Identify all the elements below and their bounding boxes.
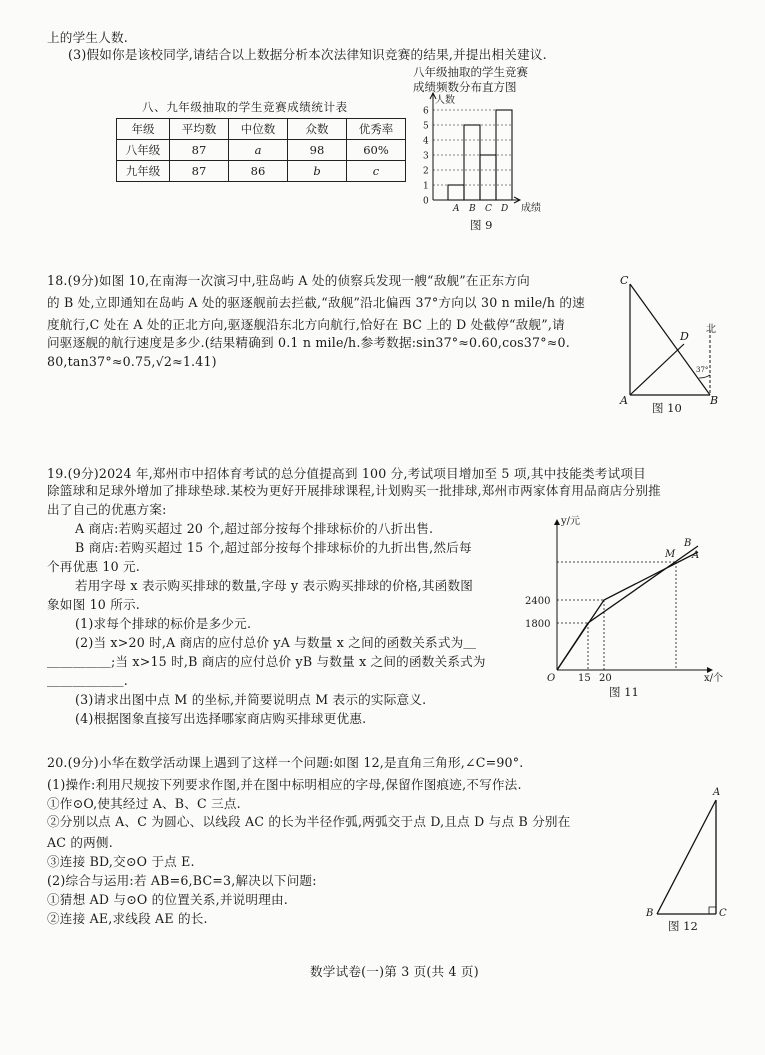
- table-cell: 86: [229, 161, 288, 182]
- q19-line: (1)求每个排球的标价是多少元.: [75, 616, 252, 631]
- y-tick-label: 5: [423, 121, 429, 132]
- y-axis-label: y/元: [561, 516, 581, 527]
- label-a: A: [692, 550, 700, 561]
- segment-ab: [657, 800, 716, 914]
- q19-line: ＿＿＿＿＿＿.: [47, 673, 128, 688]
- q19-line: ＿＿＿＿＿;当 x>15 时,B 商店的应付总价 yB 与数量 x 之间的函数关系式为: [47, 654, 486, 669]
- q18-line: 80,tan37°≈0.75,√2≈1.41): [47, 354, 217, 369]
- x-axis-label: 成绩: [521, 203, 541, 214]
- table-header-cell: 平均数: [170, 119, 229, 140]
- y-tick-label: 1: [423, 181, 429, 192]
- q20-line: ②分别以点 A、C 为圆心、以线段 AC 的长为半径作弧,两弧交于点 D,且点 D 与点 B 分别在: [47, 814, 571, 829]
- x-tick-label: B: [469, 204, 476, 214]
- q19-line: B 商店:若购买超过 15 个,超过部分按每个排球标价的九折出售,然后每: [75, 540, 472, 555]
- q19-line: (4)根据图象直接写出选择哪家商店购买排球更优惠.: [75, 711, 367, 726]
- right-angle-mark: [709, 907, 716, 914]
- label-d: D: [680, 330, 689, 343]
- q19-line: (3)请求出图中点 M 的坐标,并简要说明点 M 表示的实际意义.: [75, 692, 427, 707]
- table-cell: b: [288, 161, 347, 182]
- chart-title-line1: 八年级抽取的学生竞赛: [413, 65, 528, 79]
- q19-line: 出了自己的优惠方案:: [47, 502, 167, 517]
- angle-label: 37°: [696, 366, 709, 374]
- stats-table: [116, 118, 406, 182]
- label-a: A: [620, 394, 628, 407]
- q19-line: 象如图 10 所示.: [47, 597, 141, 612]
- segment-cb: [630, 284, 710, 395]
- x-tick-15: 15: [578, 673, 591, 684]
- y-axis-label: 人数: [435, 95, 455, 106]
- line-a: [557, 552, 698, 670]
- label-c: C: [620, 274, 629, 287]
- x-axis-label: x/个: [704, 673, 724, 684]
- origin-label: O: [547, 673, 556, 684]
- label-a: A: [713, 787, 721, 798]
- fig11-caption: 图 11: [609, 685, 639, 699]
- q20-line: ①猜想 AD 与⊙O 的位置关系,并说明理由.: [47, 892, 288, 907]
- table-header-row: [117, 119, 406, 140]
- label-m: M: [665, 549, 676, 560]
- histogram-bar: [448, 185, 464, 200]
- page-footer: 数学试卷(一)第 3 页(共 4 页): [310, 964, 479, 979]
- fig11-graph: [520, 510, 724, 710]
- table-cell: 八年级: [117, 140, 170, 161]
- q17-line-a: 上的学生人数.: [47, 30, 128, 45]
- q18-line: 度航行,C 处在 A 处的正北方向,驱逐舰沿东北方向航行,恰好在 BC 上的 D 处截停“敌舰”,请: [47, 317, 565, 332]
- table-header-cell: 中位数: [229, 119, 288, 140]
- fig9-caption: 图 9: [470, 218, 493, 232]
- q20-line: (2)综合与运用:若 AB=6,BC=3,解决以下问题:: [47, 873, 317, 888]
- q19-line: (2)当 x>20 时,A 商店的应付总价 yA 与数量 x 之间的函数关系式为＿: [75, 635, 477, 650]
- y-tick-1800: 1800: [525, 619, 551, 630]
- table-cell: 98: [288, 140, 347, 161]
- q19-line: 若用字母 x 表示购买排球的数量,字母 y 表示购买排球的价格,其函数图: [75, 578, 474, 593]
- table-header-cell: 优秀率: [347, 119, 406, 140]
- label-b: B: [646, 908, 654, 919]
- y-tick-label: 2: [423, 166, 429, 177]
- fig12-caption: 图 12: [668, 919, 698, 933]
- y-tick-label: 6: [423, 106, 429, 117]
- histogram-bar: [480, 155, 496, 200]
- table-row: [117, 140, 406, 161]
- table-cell: a: [229, 140, 288, 161]
- table-cell: c: [347, 161, 406, 182]
- stats-table-title: 八、九年级抽取的学生竞赛成绩统计表: [142, 100, 348, 114]
- q20-line: (1)操作:利用尺规按下列要求作图,并在图中标明相应的字母,保留作图痕迹,不写作法.: [47, 777, 522, 792]
- q18-line: 问驱逐舰的航行速度是多少.(结果精确到 0.1 n mile/h.参考数据:sin37°≈0.60,cos37°≈0.: [47, 335, 570, 350]
- q20-line: AC 的两侧.: [47, 835, 113, 850]
- label-b: B: [710, 394, 719, 407]
- table-cell: 九年级: [117, 161, 170, 182]
- table-header-cell: 年级: [117, 119, 170, 140]
- fig10-caption: 图 10: [652, 401, 682, 415]
- fig10-triangle: [620, 272, 730, 415]
- table-header-cell: 众数: [288, 119, 347, 140]
- x-tick-label: D: [501, 204, 509, 214]
- segment-ad: [630, 344, 684, 395]
- x-tick-label: C: [485, 204, 492, 214]
- label-b: B: [684, 538, 692, 549]
- north-label: 北: [706, 324, 716, 335]
- line-b: [557, 546, 698, 670]
- table-row: [117, 161, 406, 182]
- chart-title-line2: 成绩频数分布直方图: [413, 80, 517, 94]
- q20-line: 20.(9分)小华在数学活动课上遇到了这样一个问题:如图 12,是直角三角形,∠C=90°.: [47, 755, 524, 770]
- q17-line-b: (3)假如你是该校同学,请结合以上数据分析本次法律知识竞赛的结果,并提出相关建议.: [68, 47, 547, 62]
- histogram-chart: [415, 92, 555, 222]
- label-c: C: [719, 908, 727, 919]
- histogram-bar: [464, 125, 480, 200]
- q19-line: 个再优惠 10 元.: [47, 559, 141, 574]
- q20-line: ①作⊙O,使其经过 A、B、C 三点.: [47, 796, 241, 811]
- y-tick-label: 4: [423, 136, 429, 147]
- q19-line: 19.(9分)2024 年,郑州市中招体育考试的总分值提高到 100 分,考试项目增加至 5 项,其中技能类考试项目: [47, 466, 646, 481]
- q19-line: 除篮球和足球外增加了排球垫球.某校为更好开展排球课程,计划购买一批排球,郑州市两家体育用品商店分别推: [47, 483, 661, 498]
- table-cell: 87: [170, 140, 229, 161]
- table-cell: 87: [170, 161, 229, 182]
- y-tick-2400: 2400: [525, 596, 551, 607]
- angle-arc: [699, 375, 710, 378]
- q19-line: A 商店:若购买超过 20 个,超过部分按每个排球标价的八折出售.: [75, 521, 434, 536]
- table-cell: 60%: [347, 140, 406, 161]
- fig12-triangle: [640, 785, 740, 945]
- q20-line: ②连接 AE,求线段 AE 的长.: [47, 911, 208, 926]
- x-tick-20: 20: [599, 673, 612, 684]
- x-tick-label: A: [453, 204, 460, 214]
- q20-line: ③连接 BD,交⊙O 于点 E.: [47, 854, 195, 869]
- q18-line: 18.(9分)如图 10,在南海一次演习中,驻岛屿 A 处的侦察兵发现一艘“敌舰”在正东方向: [47, 273, 530, 288]
- y-tick-label: 0: [423, 196, 429, 207]
- y-tick-label: 3: [423, 151, 429, 162]
- q18-line: 的 B 处,立即通知在岛屿 A 处的驱逐舰前去拦截,“敌舰”沿北偏西 37°方向以 30 n mile/h 的速: [47, 295, 585, 310]
